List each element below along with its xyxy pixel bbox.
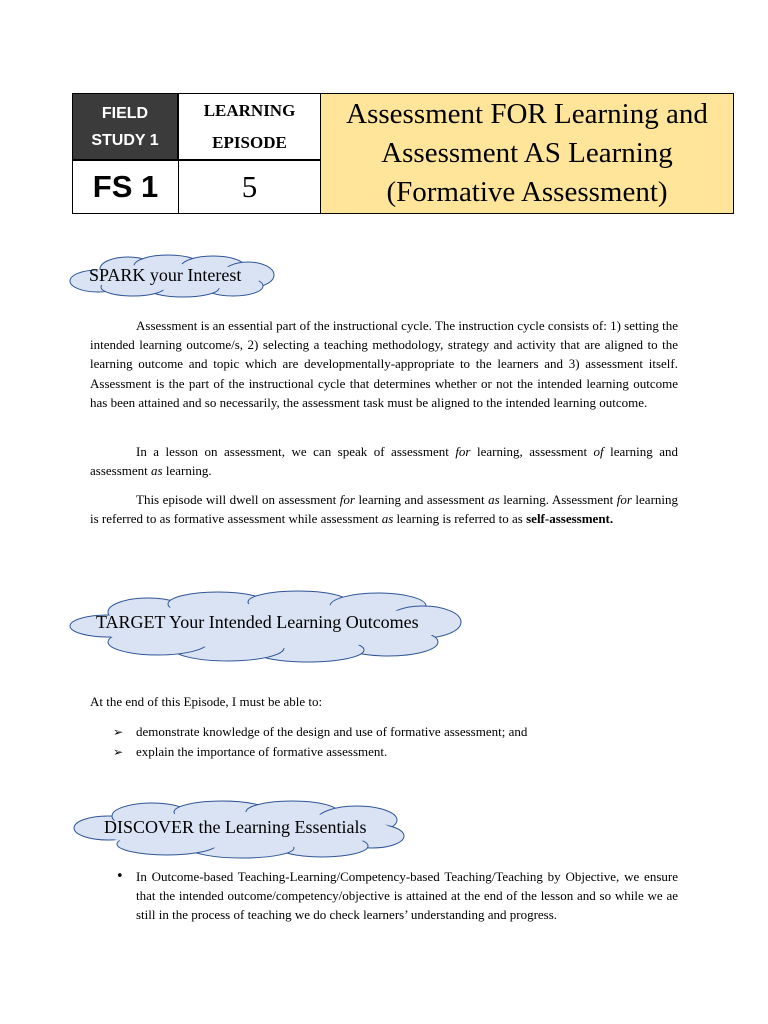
p3-text-a: This episode will dwell on assessment	[136, 492, 340, 507]
title-line1: Assessment FOR Learning and	[346, 98, 708, 130]
discover-heading-cloud	[72, 800, 412, 860]
field-label-line2: STUDY 1	[91, 131, 159, 149]
discover-bullet-item	[116, 867, 678, 924]
field-label-line1: FIELD	[101, 104, 149, 122]
target-heading-cloud	[68, 590, 468, 666]
spark-paragraph-3	[90, 490, 678, 528]
title-line3: (Formative Assessment)	[386, 176, 668, 208]
p2-italic-for: for	[455, 444, 471, 459]
arrowhead-bullet-icon: ➢	[113, 745, 124, 759]
p3-italic-for: for	[339, 492, 355, 507]
discover-bullet-text: In Outcome-based Teaching-Learning/Competency-based Teaching/Teaching by Objective, we ensure that the intended outcome/competency/objective is attained at the end of the lesson and so while we ae still in the process of teaching we do check learners’ understanding and progress.	[136, 869, 678, 922]
p2-text-a: In a lesson on assessment, we can speak of assessment	[136, 444, 456, 459]
spark-heading-cloud	[68, 253, 278, 299]
p3-text-i: learning is referred to as	[393, 511, 527, 527]
outcome-text: explain the importance of formative assessment.	[136, 744, 388, 759]
discover-heading: DISCOVER the Learning Essentials	[104, 817, 367, 837]
learning-label-line1: LEARNING	[203, 100, 296, 120]
list-item	[113, 742, 527, 762]
p2-italic-as: as	[151, 463, 163, 479]
spark-heading: SPARK your Interest	[89, 265, 242, 285]
p2-italic-of: of	[593, 444, 604, 459]
title-line2: Assessment AS Learning	[381, 137, 673, 169]
learning-episode-cell	[178, 93, 321, 160]
p3-italic-as: as	[488, 492, 500, 507]
course-code-cell: FS 1	[72, 160, 179, 214]
p3-text-g: learning is referred to as formative assessment while assessment	[90, 492, 679, 527]
p3-italic-for-2: for	[616, 492, 632, 507]
spark-paragraph-2	[90, 442, 678, 480]
p2-text-g: learning.	[162, 463, 212, 479]
p3-bold-self-assessment: self-assessment.	[526, 511, 614, 527]
episode-number-cell: 5	[178, 160, 321, 214]
p3-text-e: learning. Assessment	[499, 492, 617, 507]
episode-header-table	[72, 93, 734, 214]
learning-label-line2: EPISODE	[212, 132, 287, 152]
outcome-text: demonstrate knowledge of the design and use of formative assessment; and	[136, 724, 528, 739]
list-item	[113, 722, 527, 742]
spark-paragraph-1: Assessment is an essential part of the instructional cycle. The instruction cycle consists of: 1) setting the intended learning outcome/s, 2) selecting a teaching methodology, strategy and activity that are aligned to the learning outcome and topic which are developmentally-appropriate to the learners and 3) assessment itself. Assessment is the part of the instructional cycle that determines whether or not the intended learning outcome has been attained and so necessarily, the assessment task must be aligned to the intended learning outcome.	[90, 318, 678, 410]
p2-text-c: learning, assessment	[470, 444, 594, 459]
outcomes-list	[113, 722, 527, 762]
target-intro: At the end of this Episode, I must be able to:	[90, 694, 323, 709]
field-study-cell	[72, 93, 178, 160]
p3-italic-as-2: as	[381, 511, 394, 527]
episode-title-cell	[320, 93, 734, 214]
arrowhead-bullet-icon: ➢	[113, 725, 124, 739]
p2-text-e: learning and assessment	[90, 444, 678, 479]
bullet-dot-icon: •	[116, 869, 124, 884]
target-heading: TARGET Your Intended Learning Outcomes	[96, 612, 419, 632]
p3-text-c: learning and assessment	[354, 492, 489, 507]
